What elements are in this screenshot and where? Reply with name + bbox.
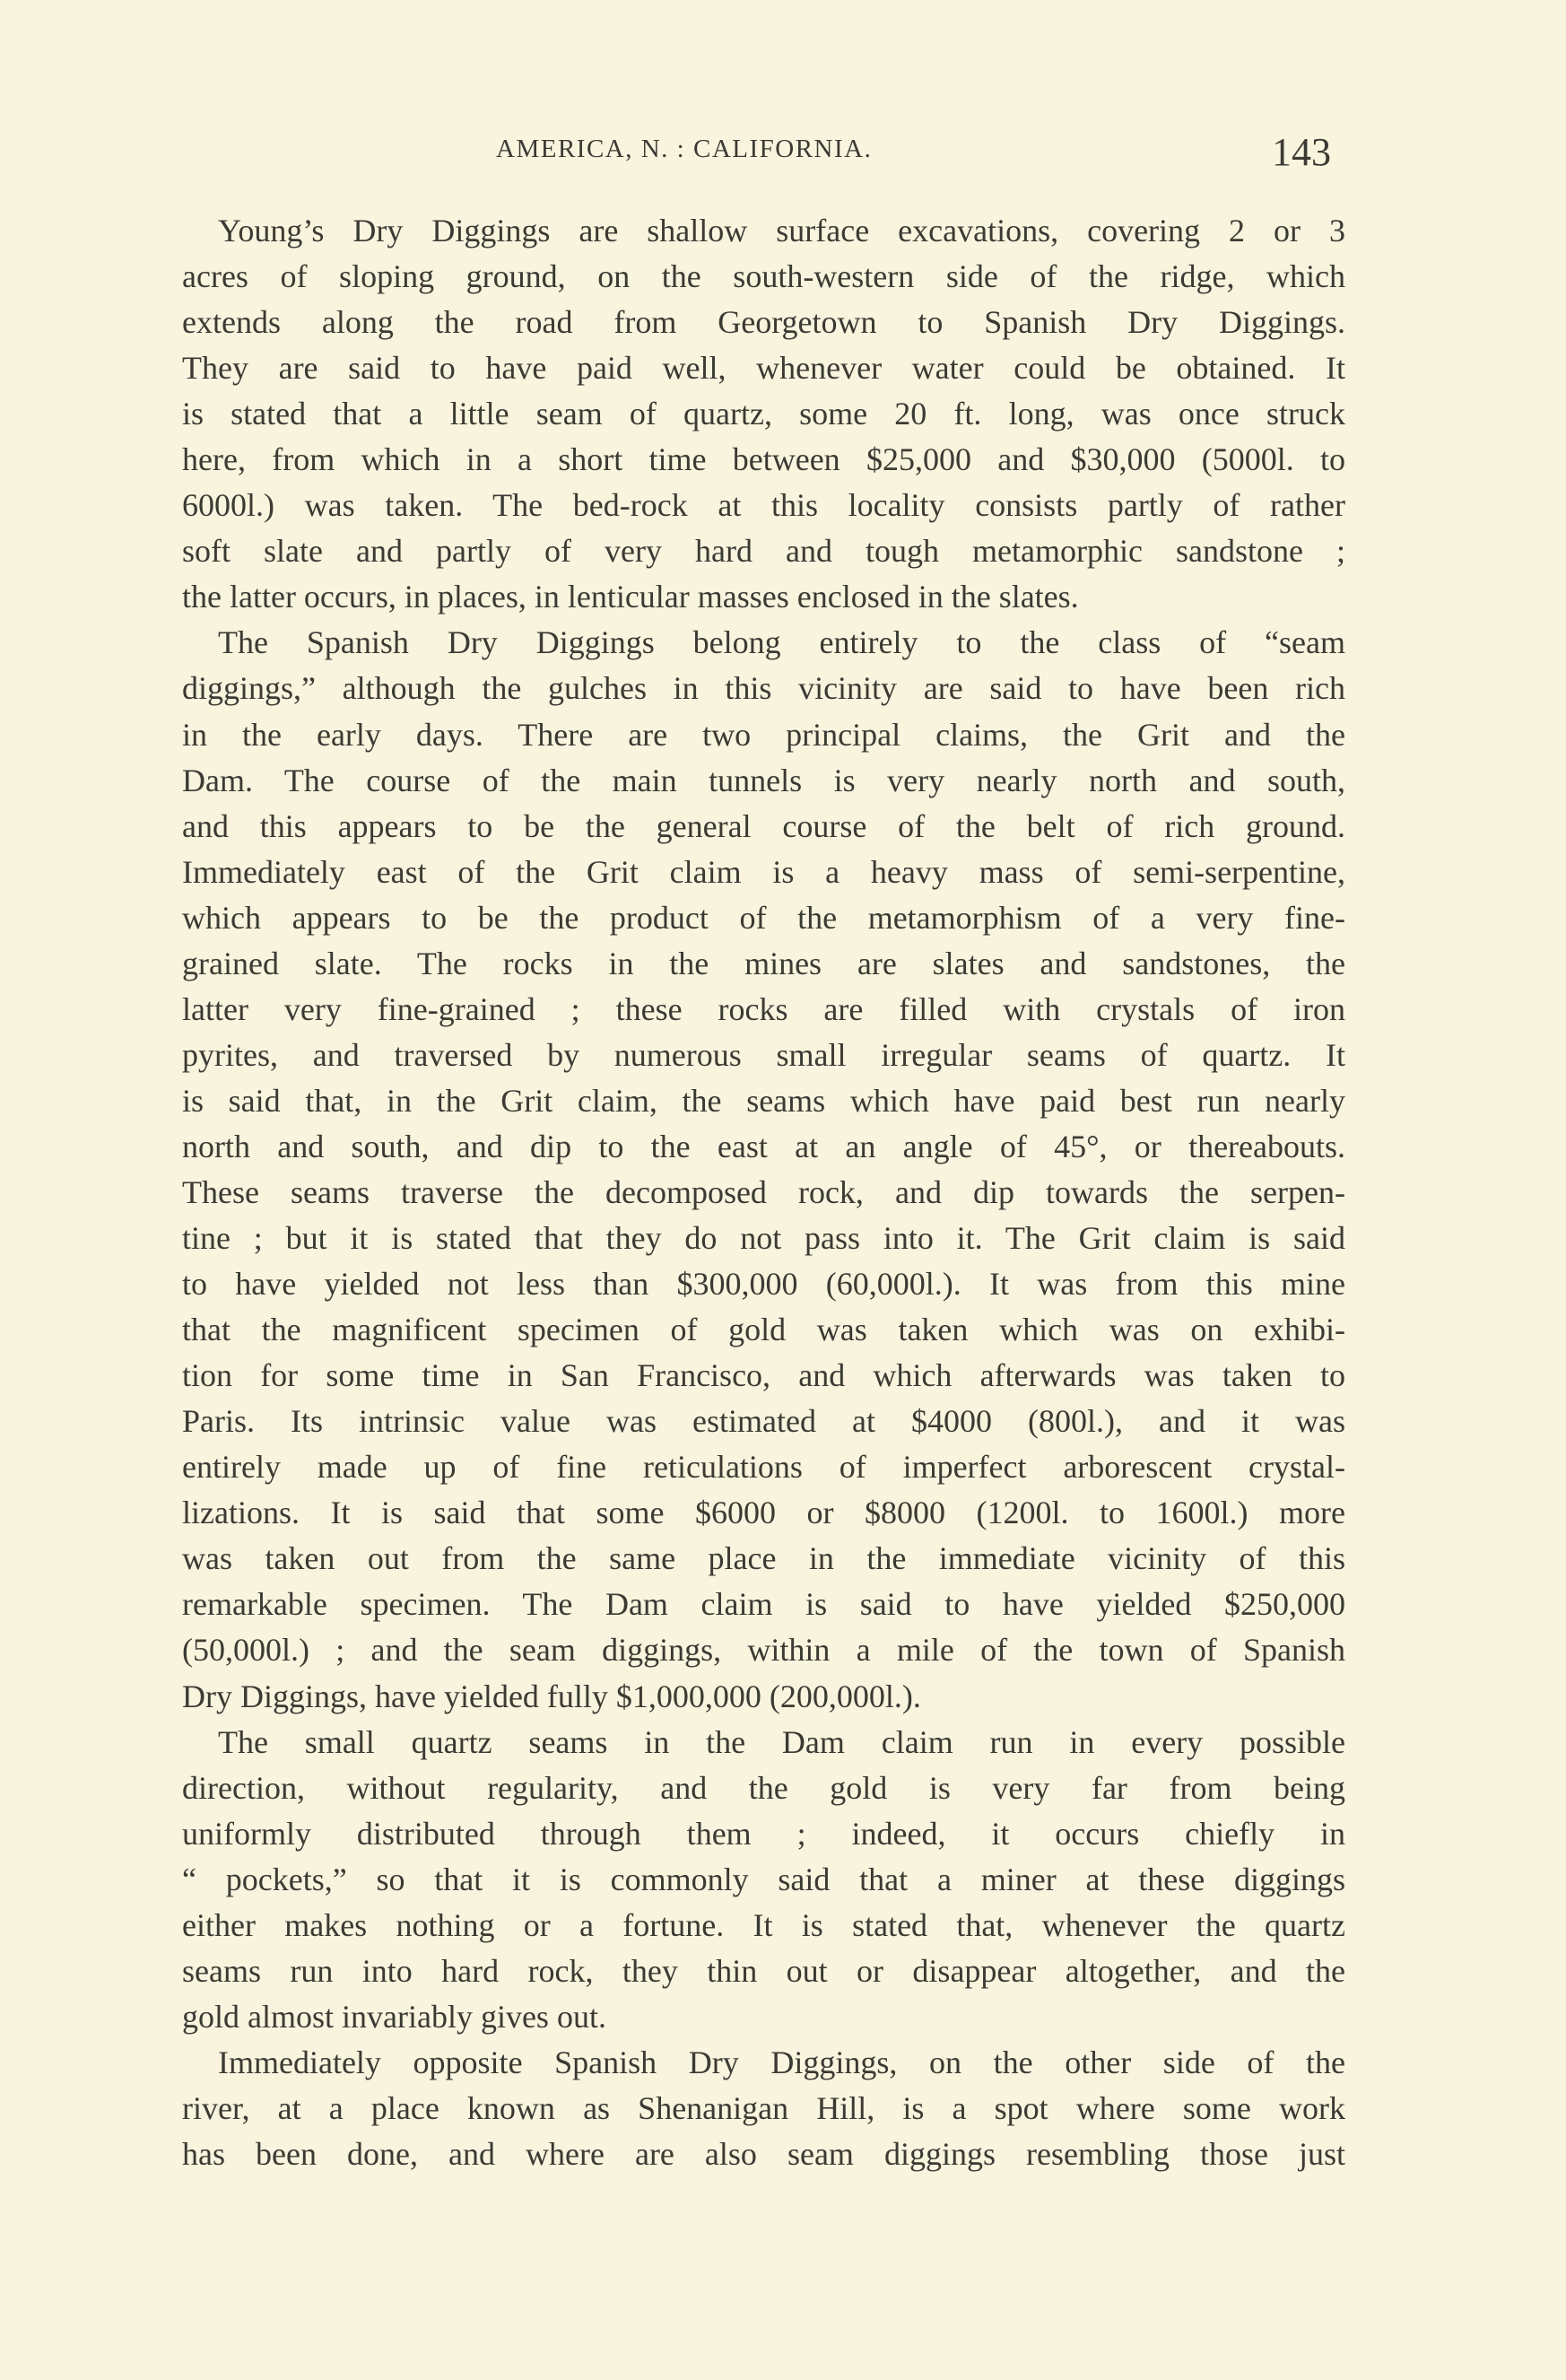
text-line: and this appears to be the general course of the belt of rich ground.: [182, 807, 1345, 844]
text-line: which appears to be the product of the metamorphism of a very fine-: [182, 899, 1345, 936]
paragraph: [182, 208, 1345, 620]
text-line: uniformly distributed through them ; indeed, it occurs chiefly in: [182, 1815, 1345, 1852]
running-title: AMERICA, N. : CALIFORNIA.: [496, 135, 873, 163]
text-line: The Spanish Dry Diggings belong entirely to the class of “seam: [218, 624, 1345, 661]
text-line: pyrites, and traversed by numerous small irregular seams of quartz. It: [182, 1036, 1345, 1073]
text-line: Immediately opposite Spanish Dry Diggings, on the other side of the: [218, 2044, 1345, 2080]
paragraph: [182, 620, 1345, 1719]
text-line: north and south, and dip to the east at an angle of 45°, or thereabouts.: [182, 1128, 1345, 1164]
running-header: [0, 130, 1566, 174]
text-line: Dry Diggings, have yielded fully $1,000,000 (200,000l.).: [182, 1678, 921, 1714]
text-line: tine ; but it is stated that they do not pass into it. The Grit claim is said: [182, 1220, 1345, 1257]
text-line: These seams traverse the decomposed rock, and dip towards the serpen-: [182, 1173, 1345, 1210]
text-line: Paris. Its intrinsic value was estimated at $4000 (800l.), and it was: [182, 1403, 1345, 1440]
text-line: latter very fine-grained ; these rocks are filled with crystals of iron: [182, 990, 1345, 1027]
text-line: Dam. The course of the main tunnels is very nearly north and south,: [182, 762, 1345, 798]
text-line: either makes nothing or a fortune. It is stated that, whenever the quartz: [182, 1906, 1345, 1943]
text-line: The small quartz seams in the Dam claim run in every possible: [218, 1723, 1345, 1760]
text-line: 6000l.) was taken. The bed-rock at this locality consists partly of rather: [182, 487, 1345, 524]
text-line: entirely made up of fine reticulations of imperfect arborescent crystal-: [182, 1449, 1345, 1486]
text-line: “ pockets,” so that it is commonly said that a miner at these diggings: [182, 1861, 1345, 1897]
text-line: in the early days. There are two principal claims, the Grit and the: [182, 716, 1345, 753]
text-line: diggings,” although the gulches in this vicinity are said to have been rich: [182, 670, 1345, 707]
text-line: that the magnificent specimen of gold was taken which was on exhibi-: [182, 1312, 1345, 1348]
body-text: [182, 208, 1345, 2177]
text-line: acres of sloping ground, on the south-western side of the ridge, which: [182, 258, 1345, 295]
text-line: extends along the road from Georgetown to Spanish Dry Diggings.: [182, 304, 1345, 341]
paragraph: [182, 1720, 1345, 2040]
text-line: lizations. It is said that some $6000 or $8000 (1200l. to 1600l.) more: [182, 1495, 1345, 1531]
text-line: (50,000l.) ; and the seam diggings, within a mile of the town of Spanish: [182, 1632, 1345, 1669]
page-number: 143: [1272, 130, 1331, 174]
text-line: They are said to have paid well, whenever water could be obtained. It: [182, 350, 1345, 387]
text-line: soft slate and partly of very hard and tough metamorphic sandstone ;: [182, 533, 1345, 570]
text-line: Young’s Dry Diggings are shallow surface excavations, covering 2 or 3: [218, 213, 1345, 248]
text-line: direction, without regularity, and the gold is very far from being: [182, 1769, 1345, 1806]
text-line: gold almost invariably gives out.: [182, 1998, 606, 2035]
text-line: is stated that a little seam of quartz, some 20 ft. long, was once struck: [182, 396, 1345, 432]
paragraph: [182, 2040, 1345, 2177]
text-line: seams run into hard rock, they thin out or disappear altogether, and the: [182, 1952, 1345, 1989]
text-line: Immediately east of the Grit claim is a heavy mass of semi-serpentine,: [182, 853, 1345, 890]
text-line: the latter occurs, in places, in lenticular masses enclosed in the slates.: [182, 579, 1079, 615]
text-line: river, at a place known as Shenanigan Hill, is a spot where some work: [182, 2089, 1345, 2126]
text-line: to have yielded not less than $300,000 (60,000l.). It was from this mine: [182, 1266, 1345, 1303]
text-line: has been done, and where are also seam diggings resembling those just: [182, 2135, 1345, 2172]
text-line: tion for some time in San Francisco, and which afterwards was taken to: [182, 1357, 1345, 1394]
text-line: remarkable specimen. The Dam claim is said to have yielded $250,000: [182, 1586, 1345, 1623]
text-line: grained slate. The rocks in the mines are slates and sandstones, the: [182, 945, 1345, 981]
text-line: here, from which in a short time between $25,000 and $30,000 (5000l. to: [182, 441, 1345, 478]
text-line: was taken out from the same place in the immediate vicinity of this: [182, 1540, 1345, 1577]
text-line: is said that, in the Grit claim, the seams which have paid best run nearly: [182, 1082, 1345, 1119]
